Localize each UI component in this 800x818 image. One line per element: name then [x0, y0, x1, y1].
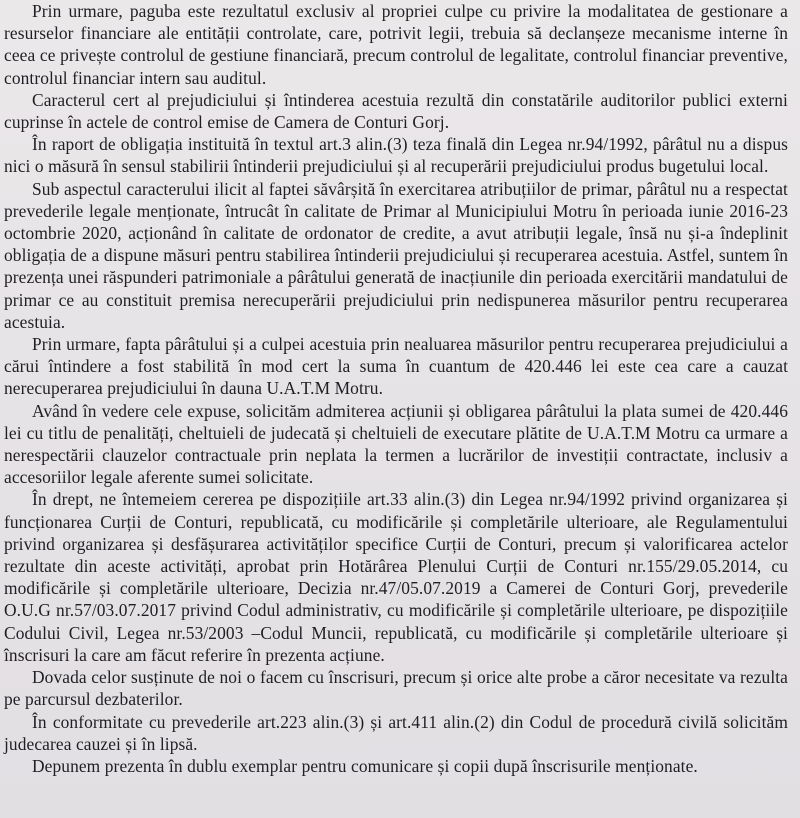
- paragraph-judgment-absence: În conformitate cu prevederile art.223 alin.(3) și art.411 alin.(2) din Codul de procedură civilă solicităm judecarea cauzei și în lipsă.: [4, 711, 788, 754]
- paragraph-certain-prejudice: Caracterul cert al prejudiciului și întinderea acestuia rezultă din constatările auditorilor publici externi cuprinse în actele de control emise de Camera de Conturi Gorj.: [4, 89, 788, 133]
- paragraph-causation: Prin urmare, fapta pârâtului și a culpei acestuia prin nealuarea măsurilor pentru recuperarea prejudiciului a cărui întindere a fost stabilită în mod cert la suma în cuantum de 420.446 lei este cea care a cauzat nerecuperarea prejudiciului în dauna U.A.T.M Motru.: [4, 334, 788, 399]
- paragraph-damage-culpability: Prin urmare, paguba este rezultatul exclusiv al propriei culpe cu privire la modalitatea de gestionare a resurselor financiare ale entității controlate, care, potrivit legii, trebuia să declanșeze mecanisme interne în ceea ce privește controlul de gestiune financiară, precum controlul de legalitate, controlul financiar preventive, controlul financiar intern sau auditul.: [4, 1, 788, 88]
- paragraph-legal-obligation: În raport de obligația instituită în textul art.3 alin.(3) teza finală din Legea nr.94/1992, pârâtul nu a dispus nici o măsură în sensul stabilirii întinderii prejudiciului și al recuperării prejudiciului produs bugetului local.: [4, 134, 788, 177]
- paragraph-copies: Depunem prezenta în dublu exemplar pentru comunicare și copii după înscrisurile menționate.: [32, 755, 698, 776]
- paragraph-claim-request: Având în vedere cele expuse, solicităm admiterea acțiunii și obligarea pârâtului la plata sumei de 420.446 lei cu titlu de penalități, cheltuieli de judecată și cheltuieli de executare plătite de U.A.T.M Motru ca urmare a nerespectării clauzelor contractuale prin neplata la termen a lucrărilor de investiții contractate, inclusiv a accesoriilor legale aferente sumei solicitate.: [4, 400, 788, 488]
- paragraph-evidence: Dovada celor susținute de noi o facem cu înscrisuri, precum și orice alte probe a căror necesitate va rezulta pe parcursul dezbaterilor.: [4, 667, 788, 710]
- paragraph-illicit-character: Sub aspectul caracterului ilicit al faptei săvârșită în exercitarea atribuțiilor de primar, pârâtul nu a respectat prevederile legale menționate, întrucât în calitate de Primar al Municipiului Motru în perioada iunie 2016-23 octombrie 2020, acționând în calitate de ordonator de credite, a avut atribuții legale, însă nu și-a îndeplinit obligația de a dispune măsuri pentru stabilirea întinderii prejudiciului și recuperarea acestuia. Astfel, suntem în prezența unei răspunderi patrimoniale a pârâtului generată de inacțiunile din perioada exercitării mandatului de primar ce au constituit premisa nerecuperării prejudiciului prin nedispunerea măsurilor pentru recuperarea acestuia.: [4, 178, 788, 332]
- paragraph-legal-basis: În drept, ne întemeiem cererea pe dispozițiile art.33 alin.(3) din Legea nr.94/1992 privind organizarea și funcționarea Curții de Conturi, republicată, cu modificările și completările ulterioare, ale Regulamentului privind organizarea și desfășurarea activităților specifice Curții de Conturi, precum și valorificarea actelor rezultate din aceste activități, aprobat prin Hotărârea Plenului Curții de Conturi nr.155/29.05.2014, cu modificările și completările ulterioare, Decizia nr.47/05.07.2019 a Camerei de Conturi Gorj, prevederile O.U.G nr.57/03.07.2017 privind Codul administrativ, cu modificările și completările ulterioare, pe dispozițiile Codului Civil, Legea nr.53/2003 –Codul Muncii, republicată, cu modificările și completările ulterioare și înscrisuri la care am făcut referire în prezenta acțiune.: [4, 489, 788, 665]
